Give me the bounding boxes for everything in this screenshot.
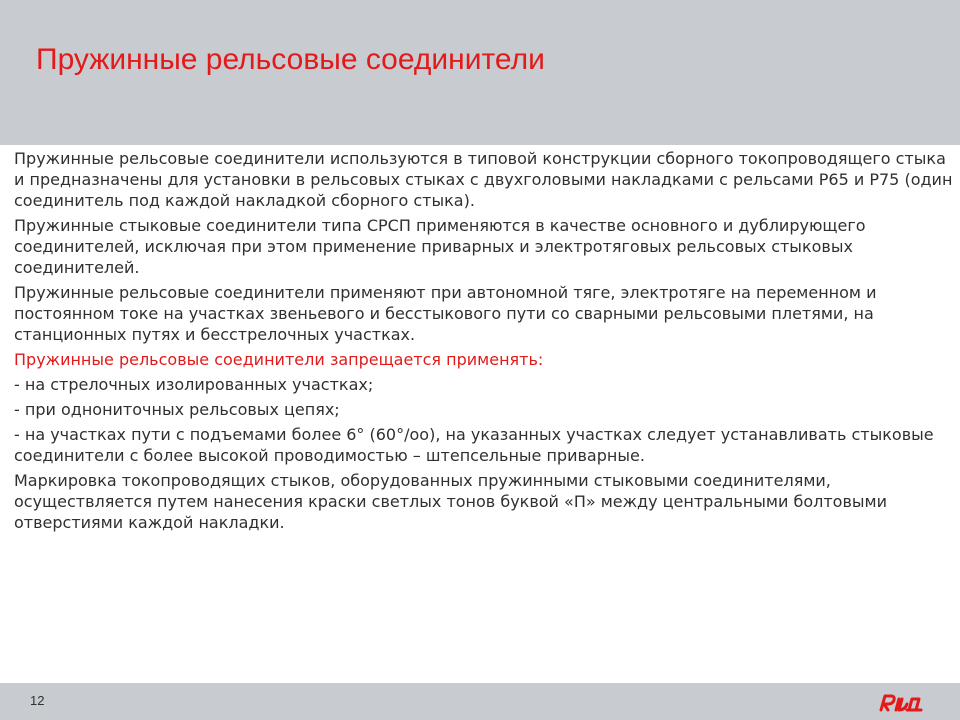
list-item-gradients: - на участках пути с подъемами более 6° (60°/оо), на указанных участках следует устанавливать стыковые соединители с более высокой проводимостью – штепсельные приварные. bbox=[14, 425, 934, 465]
paragraph-application: Пружинные рельсовые соединители применяют при автономной тяге, электротяге на переменном и постоянном токе на участках звеньевого и бесстыкового пути со сварными рельсовыми плетями, на станционных путях и бесстрелочных участках. bbox=[14, 283, 877, 344]
paragraph-srsp-type: Пружинные стыковые соединители типа СРСП применяются в качестве основного и дублирующего соединителей, исключая при этом применение приварных и электротяговых рельсовых стыковых соединителей. bbox=[14, 216, 866, 277]
slide-title: Пружинные рельсовые соединители bbox=[36, 43, 545, 76]
slide-body bbox=[14, 148, 954, 537]
page-number: 12 bbox=[30, 693, 45, 708]
rzd-logo-icon bbox=[878, 691, 924, 713]
paragraph-usage: Пружинные рельсовые соединители используются в типовой конструкции сборного токопроводящего стыка и предназначены для установки в рельсовых стыках с двухголовыми накладками с рельсами Р65 и Р75 (один соединитель под каждой накладкой сборного стыка). bbox=[14, 149, 953, 210]
slide-header bbox=[0, 0, 960, 145]
paragraph-marking: Маркировка токопроводящих стыков, оборудованных пружинными стыковыми соединителями, осуществляется путем нанесения краски светлых тонов буквой «П» между центральными болтовыми отверстиями каждой накладки. bbox=[14, 471, 887, 532]
list-item-switch-sections: - на стрелочных изолированных участках; bbox=[14, 375, 374, 394]
slide-footer bbox=[0, 683, 960, 720]
list-item-single-rail-circuits: - при однониточных рельсовых цепях; bbox=[14, 400, 340, 419]
paragraph-prohibition-heading: Пружинные рельсовые соединители запрещается применять: bbox=[14, 350, 544, 369]
